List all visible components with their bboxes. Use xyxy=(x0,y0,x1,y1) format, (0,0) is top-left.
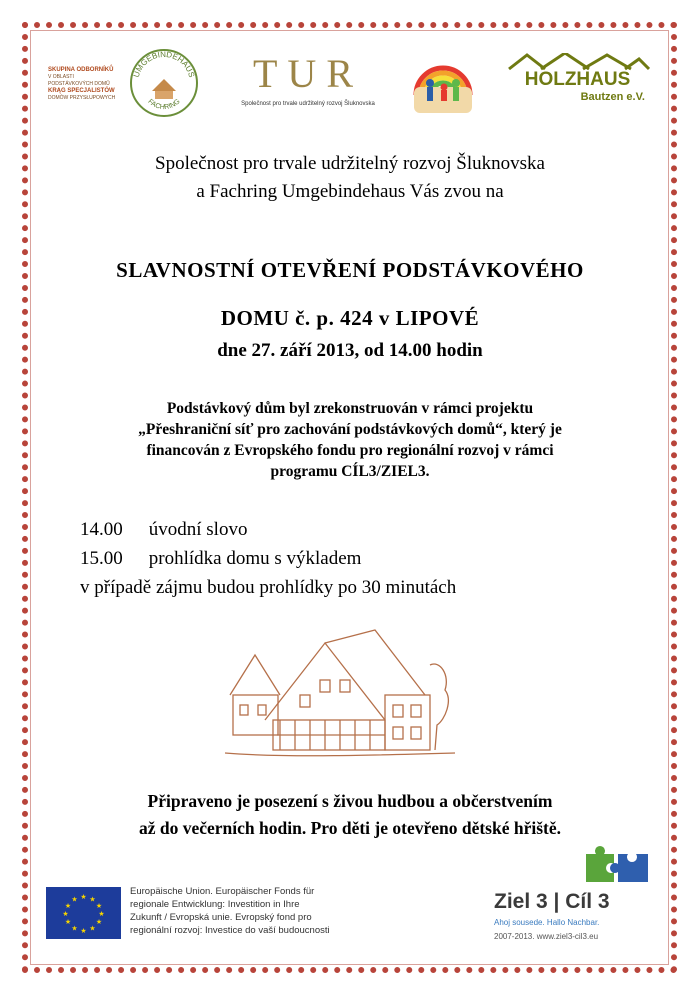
skupina-line1: SKUPINA ODBORNÍKŮ xyxy=(48,67,114,73)
intro-line-1: Společnost pro trvale udržitelný rozvoj Šluknovska xyxy=(155,153,545,174)
ziel3-slogan: Ahoj sousede. Hallo Nachbar. xyxy=(494,918,600,927)
ziel3-title: Ziel 3 | Cíl 3 xyxy=(494,890,610,913)
invitation-intro xyxy=(40,150,660,206)
svg-text:★: ★ xyxy=(98,910,105,918)
holzhaus-subtitle: Bautzen e.V. xyxy=(580,91,645,103)
project-line-4: programu CÍL3/ZIEL3. xyxy=(270,463,430,480)
fachring-logo xyxy=(128,47,200,119)
holzhaus-title: HOLZHAUS xyxy=(524,69,631,90)
event-date: dne 27. září 2013, od 14.00 hodin xyxy=(217,340,483,361)
svg-text:★: ★ xyxy=(95,918,103,926)
project-line-3: financován z Evropského fondu pro regionální rozvoj v rámci xyxy=(146,442,554,459)
event-headline xyxy=(40,246,660,342)
svg-text:★: ★ xyxy=(71,924,78,933)
fachring-bottom-text: FACHRING xyxy=(146,98,182,112)
project-line-1: Podstávkový dům byl zrekonstruován v rámci projektu xyxy=(166,400,534,417)
eu-flag-logo xyxy=(46,887,121,939)
svg-text:★: ★ xyxy=(95,902,103,910)
program-time: 15.00 xyxy=(80,548,123,569)
closing-line-1: Připraveno je posezení s živou hudbou a občerstvením xyxy=(147,791,553,811)
svg-text:★: ★ xyxy=(89,924,96,933)
program-text: prohlídka domu s výkladem xyxy=(148,548,362,569)
svg-text:★: ★ xyxy=(64,902,72,910)
svg-text:★: ★ xyxy=(80,927,87,935)
svg-text:UMGEBINDEHAUS xyxy=(132,50,197,79)
eu-funding-text xyxy=(130,885,400,937)
eu-line-2: regionale Entwicklung: Investition in Ihre xyxy=(130,899,300,910)
ziel3-website: 2007-2013. www.ziel3-cil3.eu xyxy=(494,932,599,941)
fachring-top-text: UMGEBINDEHAUS xyxy=(131,49,197,79)
tur-text: TUR xyxy=(253,51,363,96)
program-text: úvodní slovo xyxy=(148,519,248,540)
headline-line-1: SLAVNOSTNÍ OTEVŘENÍ PODSTÁVKOVÉHO xyxy=(116,258,584,282)
house-illustration xyxy=(225,625,455,760)
skupina-line3: KRĄG SPECJALISTÓW xyxy=(48,88,115,94)
project-description xyxy=(50,398,650,482)
closing-note xyxy=(40,788,660,842)
skupina-line2: V OBLASTI PODSTÁVKOVÝCH DOMŮ xyxy=(48,74,110,87)
svg-text:FACHRING xyxy=(146,98,181,111)
svg-text:★: ★ xyxy=(64,918,72,926)
ziel3-logo xyxy=(494,846,654,946)
closing-line-2: až do večerních hodin. Pro děti je otevřeno dětské hřiště. xyxy=(138,818,562,838)
rainbow-family-logo xyxy=(408,47,478,117)
svg-text:★: ★ xyxy=(89,895,96,904)
headline-line-2: DOMU č. p. 424 v LIPOVÉ xyxy=(220,306,480,330)
logo-bar xyxy=(40,45,660,120)
event-program xyxy=(80,515,640,602)
eu-line-1: Europäische Union. Europäischer Fonds für xyxy=(130,886,315,897)
tur-logo xyxy=(233,49,383,111)
holzhaus-logo xyxy=(505,53,650,113)
program-item xyxy=(80,544,640,573)
svg-text:★: ★ xyxy=(80,893,87,901)
skupina-odborniku-logo xyxy=(48,67,120,102)
program-time: 14.00 xyxy=(80,519,123,540)
svg-text:★: ★ xyxy=(71,895,78,904)
project-line-2: „Přeshraniční síť pro zachování podstávkových domů“, který je xyxy=(138,421,562,438)
tur-caption: Společnost pro trvale udržitelný rozvoj Šluknovska xyxy=(241,101,375,107)
svg-text:★: ★ xyxy=(62,910,69,918)
eu-line-3: Zukunft / Evropská unie. Evropský fond pro xyxy=(130,912,312,923)
eu-line-4: regionální rozvoj: Investice do vaší budoucnosti xyxy=(130,925,330,936)
skupina-line4: DOMÓW PRZYSŁUPOWYCH xyxy=(48,95,116,101)
intro-line-2: a Fachring Umgebindehaus Vás zvou na xyxy=(196,181,504,202)
program-item xyxy=(80,515,640,544)
program-note: v případě zájmu budou prohlídky po 30 minutách xyxy=(80,577,457,598)
